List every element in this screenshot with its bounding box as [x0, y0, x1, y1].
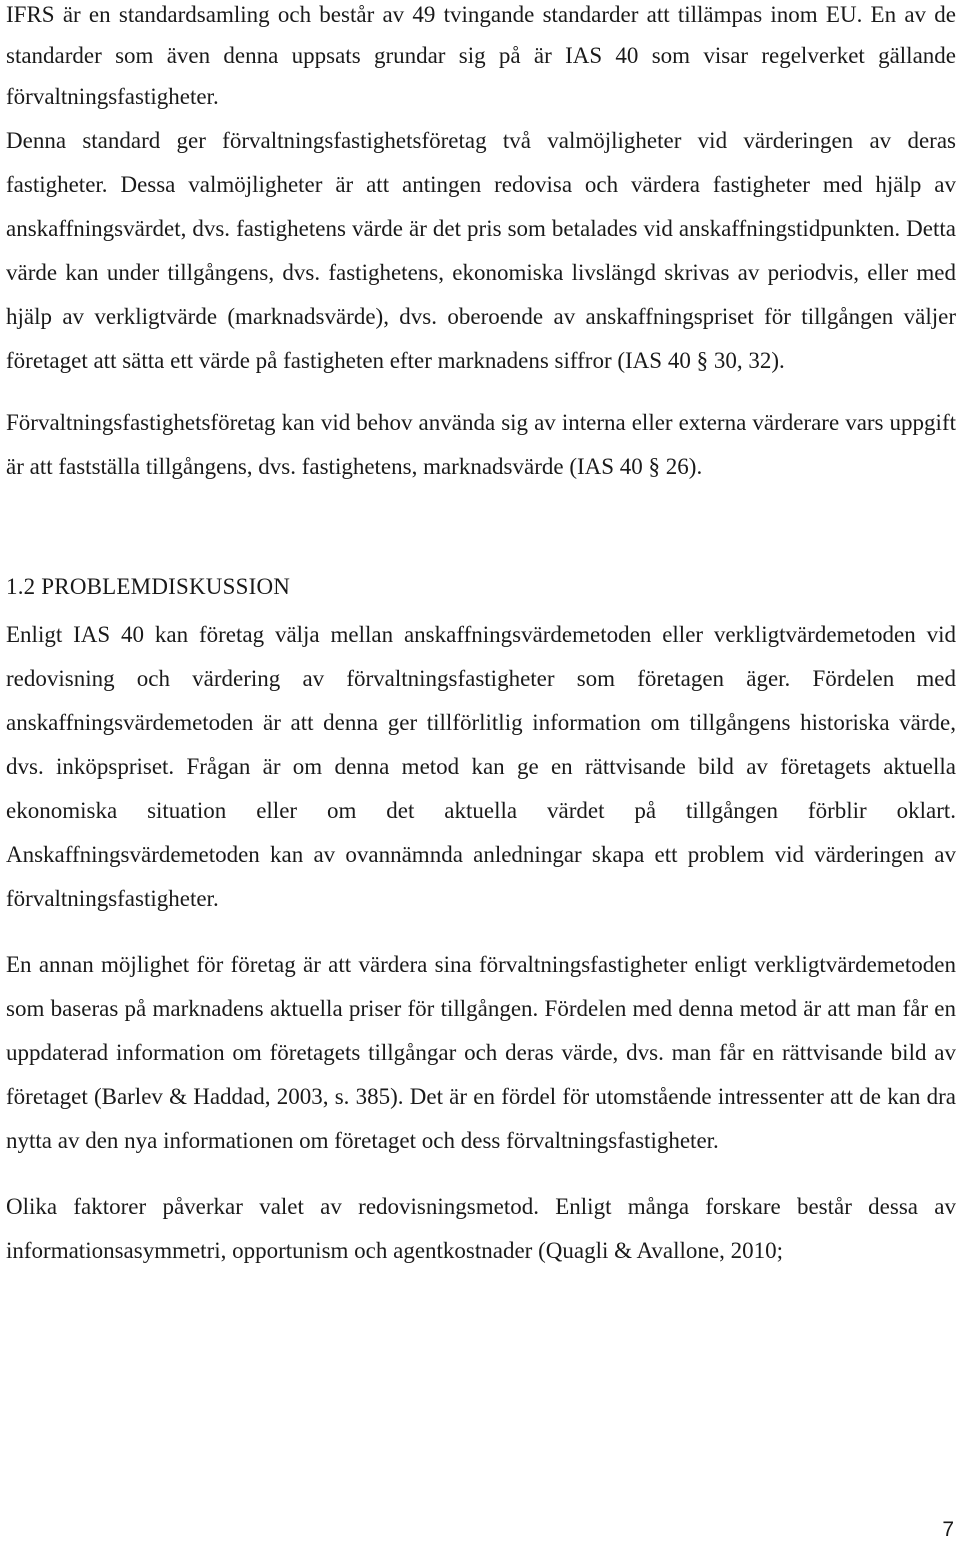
section-heading: 1.2 PROBLEMDISKUSSION: [6, 574, 291, 599]
paragraph-fair-value-method: En annan möjlighet för företag är att värdera sina förvaltningsfastigheter enligt verkligtvärdemetoden som baseras på marknadens aktuella priser för tillgången. Fördelen med denna metod är att man får en uppdaterad information om företagets tillgångar och deras värde, dvs. man får en rättvisande bild av företaget (Barlev & Haddad, 2003, s. 385). Det är en fördel för utomstående intressenter att de kan dra nytta av den nya informationen om företaget och dess förvaltningsfastigheter.: [6, 952, 956, 1153]
paragraph-cost-method: Enligt IAS 40 kan företag välja mellan anskaffningsvärdemetoden eller verkligtvärdemetoden vid redovisning och värdering av förvaltningsfastigheter som företagen äger. Fördelen med anskaffningsvärdemetoden är att denna ger tillförlitlig information om tillgångens historiska värde, dvs. inköpspriset. Frågan är om denna metod kan ge en rättvisande bild av företagets aktuella ekonomiska situation eller om det aktuella värdet på tillgången förblir oklart. Anskaffningsvärdemetoden kan av ovannämnda anledningar skapa ett problem vid värderingen av förvaltningsfastigheter.: [6, 622, 956, 911]
paragraph-ifrs-intro: IFRS är en standardsamling och består av 49 tvingande standarder att tillämpas inom EU. En av de standarder som även denna uppsats grundar sig på är IAS 40 som visar regelverket gällande förvaltningsfastigheter.: [6, 2, 956, 109]
page-number: 7: [942, 1518, 954, 1541]
paragraph-valuers: Förvaltningsfastighetsföretag kan vid behov använda sig av interna eller externa värderare vars uppgift är att fastställa tillgångens, dvs. fastighetens, marknadsvärde (IAS 40 § 26).: [6, 410, 956, 479]
document-page: [6, 0, 956, 1273]
paragraph-standard-choice: Denna standard ger förvaltningsfastighetsföretag två valmöjligheter vid värderingen av deras fastigheter. Dessa valmöjligheter är att antingen redovisa och värdera fastigheter med hjälp av anskaffningsvärdet, dvs. fastighetens värde är det pris som betalades vid anskaffningstidpunkten. Detta värde kan under tillgångens, dvs. fastighetens, ekonomiska livslängd skrivas av periodvis, eller med hjälp av verkligtvärde (marknadsvärde), dvs. oberoende av anskaffningspriset för tillgången väljer företaget att sätta ett värde på fastigheten efter marknadens siffror (IAS 40 § 30, 32).: [6, 128, 956, 373]
paragraph-factors: Olika faktorer påverkar valet av redovisningsmetod. Enligt många forskare består dessa av informationsasymmetri, opportunism och agentkostnader (Quagli & Avallone, 2010;: [6, 1194, 956, 1263]
